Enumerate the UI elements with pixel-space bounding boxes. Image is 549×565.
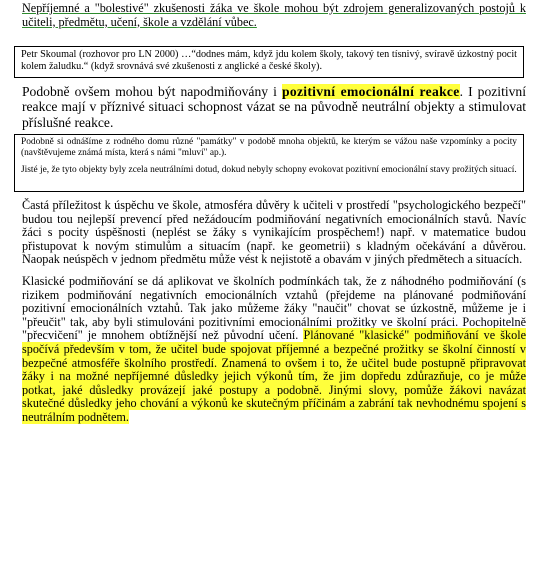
quote-text: Petr Skoumal (rozhovor pro LN 2000) …“dodnes mám, když jdu kolem školy, takový ten tísnivý, svíravě úzkostný pocit kolem žaludku.“ (když srovnává své zkušenosti z anglické a české školy). [21, 49, 517, 73]
positive-reaction-paragraph [22, 84, 526, 130]
positive-reaction-tail: . I pozitivní reakce mají v příznivé situaci schopnost vázat se na původně neutrální objekty a stimulovat příslušné reakce. [22, 84, 526, 130]
positive-reaction-highlight: pozitivní emocionální reakce [281, 84, 460, 99]
positive-reaction-lead: Podobně ovšem mohou být napodmiňovány i [22, 84, 282, 99]
intro-underlined-text: Nepříjemné a "bolestivé" zkušenosti žáka ve škole mohou být zdrojem generalizovaných postojů k učiteli, předmětu, učení, škole a vzdělání vůbec. [22, 1, 526, 29]
example-text-2: Jisté je, že tyto objekty byly zcela neutrálními dotud, dokud nebyly schopny evokovat pozitivní emocionální stavy prožitých situací. [21, 164, 517, 175]
classical-conditioning-paragraph [22, 275, 526, 425]
example-box [14, 134, 524, 192]
classical-conditioning-highlight: Plánované "klasické" podmiňování ve škole spočívá především v tom, že učitel bude spojovat příjemné a bezpečné prožitky se školní činností v bezpečné atmosféře školního prostředí. Znamená to ovšem i to, že učitel bude postupně připravovat žáky i na možné nepříjemné důsledky jejich výkonů tím, že jim dopředu zdůrazňuje, co je může potkat, jaké důsledky provázejí jaké postupy a podobně. Jinými slovy, pomůže žákovi navázat skutečné důsledky jeho chování a výkonů ke skutečným příčinám a zabrání tak nevhodnému spojení s neutrálním podnětem. [22, 328, 526, 424]
success-text: Častá příležitost k úspěchu ve škole, atmosféra důvěry k učiteli v prostředí "psychologického bezpečí" budou tou nejlepší prevencí před nežádoucím podmiňování negativních emocionálních stavů. Navíc žáci s pocity úspěšnosti (neplést se žáky s vynikajícím prospěchem!) např. v matematice budou přistupovat k novým stimulům a situacím (např. ke geometrii) s kladným očekávání a důvěrou. Naopak neúspěch v jednom předmětu může vést k nejistotě a obavám v jiných předmětech a situacích. [22, 198, 526, 267]
quote-box [14, 46, 524, 78]
classical-conditioning-text: Klasické podmiňování se dá aplikovat ve školních podmínkách tak, že z náhodného podmiňování (s rizikem podmiňování negativních emocionálních vztahů (přejdeme na plánované podmiňování pozitivní emocionálních vztahů. Tak jako můžeme žáky "naučit" chovat se úzkostně, můžeme je i "přeučit" tak, aby byli stimulováni pozitivními emocionálními prožitky ve školní práci. Pochopitelně "přecvičení" je mnohem obtížnější než původní učení. [22, 274, 526, 343]
success-paragraph [22, 199, 526, 267]
intro-paragraph [22, 2, 526, 29]
example-text-1: Podobně si odnášíme z rodného domu různé "památky" v podobě mnoha objektů, ke kterým se vážou naše vzpomínky a pocity (navštěvujeme známá místa, která s námi "mluví" ap.). [21, 137, 517, 159]
